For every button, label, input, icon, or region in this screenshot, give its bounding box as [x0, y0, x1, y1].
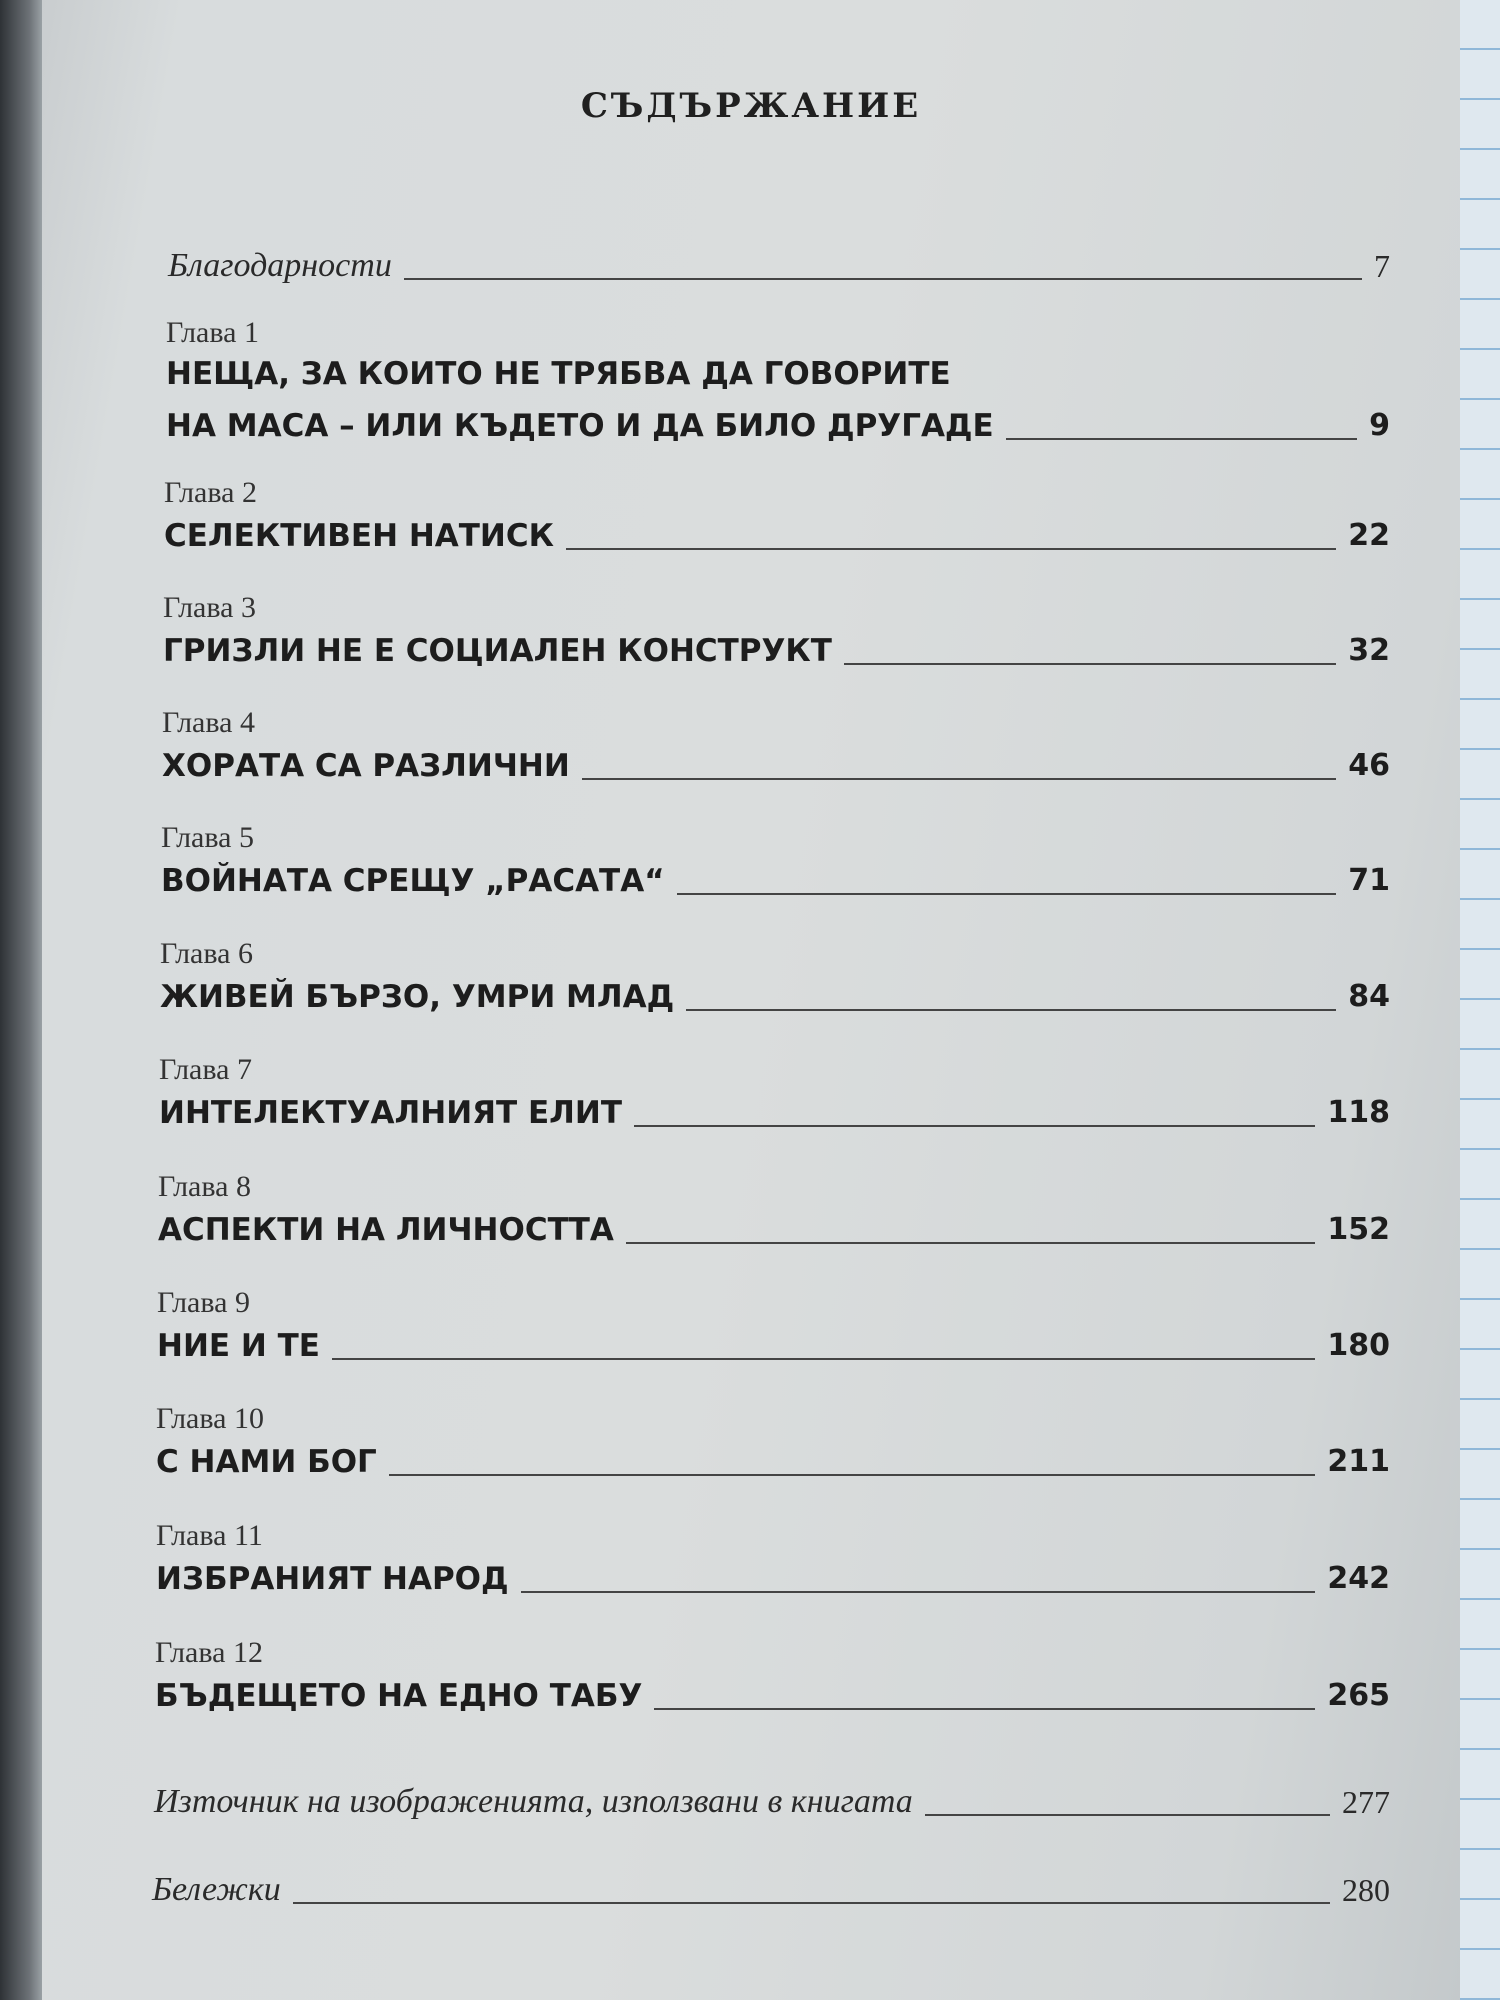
leader-line	[844, 663, 1336, 665]
leader-line	[521, 1591, 1316, 1593]
toc-entry-chapter-2	[164, 476, 1390, 556]
toc-row	[166, 402, 1390, 446]
toc-page-number: 152	[1327, 1212, 1390, 1247]
chapter-label: Глава 5	[161, 821, 254, 854]
leader-line	[582, 778, 1336, 780]
toc-entry-chapter-12	[155, 1636, 1390, 1716]
book-page	[42, 0, 1460, 2000]
toc-row	[152, 1860, 1390, 1910]
chapter-label: Глава 12	[155, 1636, 263, 1669]
toc-entry-title: АСПЕКТИ НА ЛИЧНОСТТА	[158, 1212, 614, 1248]
toc-row	[159, 1089, 1390, 1133]
toc-page-number: 22	[1348, 518, 1390, 553]
toc-entry-title: Източник на изображенията, използвани в книгата	[154, 1783, 913, 1820]
leader-line	[686, 1009, 1336, 1011]
leader-line	[626, 1242, 1315, 1244]
toc-entry-title: Бележки	[152, 1871, 281, 1908]
toc-page-number: 277	[1342, 1784, 1390, 1820]
toc-row	[163, 627, 1390, 671]
chapter-label: Глава 4	[162, 706, 255, 739]
toc-entry-chapter-5	[161, 821, 1390, 901]
leader-line	[332, 1358, 1315, 1360]
toc-entry-title: НИЕ И ТЕ	[157, 1328, 320, 1364]
toc-entry-chapter-6	[160, 937, 1390, 1017]
leader-line	[404, 278, 1362, 280]
leader-line	[925, 1814, 1330, 1816]
chapter-label: Глава 6	[160, 937, 253, 970]
leader-line	[677, 893, 1337, 895]
toc-entry-chapter-10	[156, 1402, 1390, 1482]
toc-row	[157, 1322, 1390, 1366]
toc-entry-image-sources	[154, 1772, 1390, 1822]
toc-entry-title: НА МАСА – ИЛИ КЪДЕТО И ДА БИЛО ДРУГАДЕ	[166, 408, 994, 444]
toc-entry-title: ХОРАТА СА РАЗЛИЧНИ	[162, 748, 570, 784]
toc-row	[155, 1672, 1390, 1716]
leader-line	[634, 1125, 1315, 1127]
toc-row	[158, 1206, 1390, 1250]
toc-entry-chapter-4	[162, 706, 1390, 786]
toc-row	[168, 236, 1390, 286]
toc-page-number: 32	[1348, 633, 1390, 668]
toc-row	[156, 1438, 1390, 1482]
toc-page-number: 71	[1348, 863, 1390, 898]
toc-row	[156, 1555, 1390, 1599]
toc-entry-title: ИНТЕЛЕКТУАЛНИЯТ ЕЛИТ	[159, 1095, 622, 1131]
toc-entry-chapter-3	[163, 591, 1390, 671]
chapter-label: Глава 11	[156, 1519, 263, 1552]
toc-row	[161, 857, 1390, 901]
toc-entry-chapter-8	[158, 1170, 1390, 1250]
toc-entry-title: Благодарности	[168, 247, 392, 284]
chapter-label: Глава 3	[163, 591, 256, 624]
chapter-label: Глава 8	[158, 1170, 251, 1203]
book-spine-shadow	[0, 0, 42, 2000]
toc-page-number: 280	[1342, 1872, 1390, 1908]
toc-entry-chapter-9	[157, 1286, 1390, 1366]
toc-entry-title: ГРИЗЛИ НЕ Е СОЦИАЛЕН КОНСТРУКТ	[163, 633, 832, 669]
toc-entry-title-line1: НЕЩА, ЗА КОИТО НЕ ТРЯБВА ДА ГОВОРИТЕ	[166, 356, 951, 392]
toc-row	[162, 742, 1390, 786]
toc-entry-title: ИЗБРАНИЯТ НАРОД	[156, 1561, 509, 1597]
toc-row	[160, 973, 1390, 1017]
toc-page-number: 7	[1374, 248, 1390, 284]
leader-line	[566, 548, 1336, 550]
chapter-label: Глава 10	[156, 1402, 264, 1435]
toc-entry-title: ВОЙНАТА СРЕЩУ „РАСАТА“	[161, 863, 665, 899]
toc-page-number: 118	[1327, 1095, 1390, 1130]
chapter-label: Глава 7	[159, 1053, 252, 1086]
toc-page-number: 211	[1327, 1444, 1390, 1479]
toc-entry-chapter-7	[159, 1053, 1390, 1133]
toc-entry-chapter-11	[156, 1519, 1390, 1599]
toc-entry-notes	[152, 1860, 1390, 1910]
toc-page-number: 242	[1327, 1561, 1390, 1596]
toc-page-number: 265	[1327, 1678, 1390, 1713]
toc-entry-title: ЖИВЕЙ БЪРЗО, УМРИ МЛАД	[160, 979, 675, 1015]
page-title: СЪДЪРЖАНИЕ	[580, 86, 922, 126]
toc-entry-title: БЪДЕЩЕТО НА ЕДНО ТАБУ	[155, 1678, 643, 1714]
chapter-label: Глава 9	[157, 1286, 250, 1319]
leader-line	[293, 1902, 1330, 1904]
toc-page-number: 180	[1327, 1328, 1390, 1363]
toc-row	[164, 512, 1390, 556]
toc-entry-acknowledgements	[168, 236, 1390, 286]
chapter-label: Глава 2	[164, 476, 257, 509]
leader-line	[389, 1474, 1316, 1476]
toc-entry-title: С НАМИ БОГ	[156, 1444, 377, 1480]
toc-page-number: 9	[1369, 408, 1390, 443]
toc-page-number: 46	[1348, 748, 1390, 783]
toc-entry-chapter-1	[166, 316, 1390, 446]
leader-line	[654, 1708, 1315, 1710]
toc-entry-title: СЕЛЕКТИВЕН НАТИСК	[164, 518, 554, 554]
toc-page-number: 84	[1348, 979, 1390, 1014]
leader-line	[1006, 438, 1357, 440]
toc-row	[154, 1772, 1390, 1822]
chapter-label: Глава 1	[166, 316, 259, 349]
